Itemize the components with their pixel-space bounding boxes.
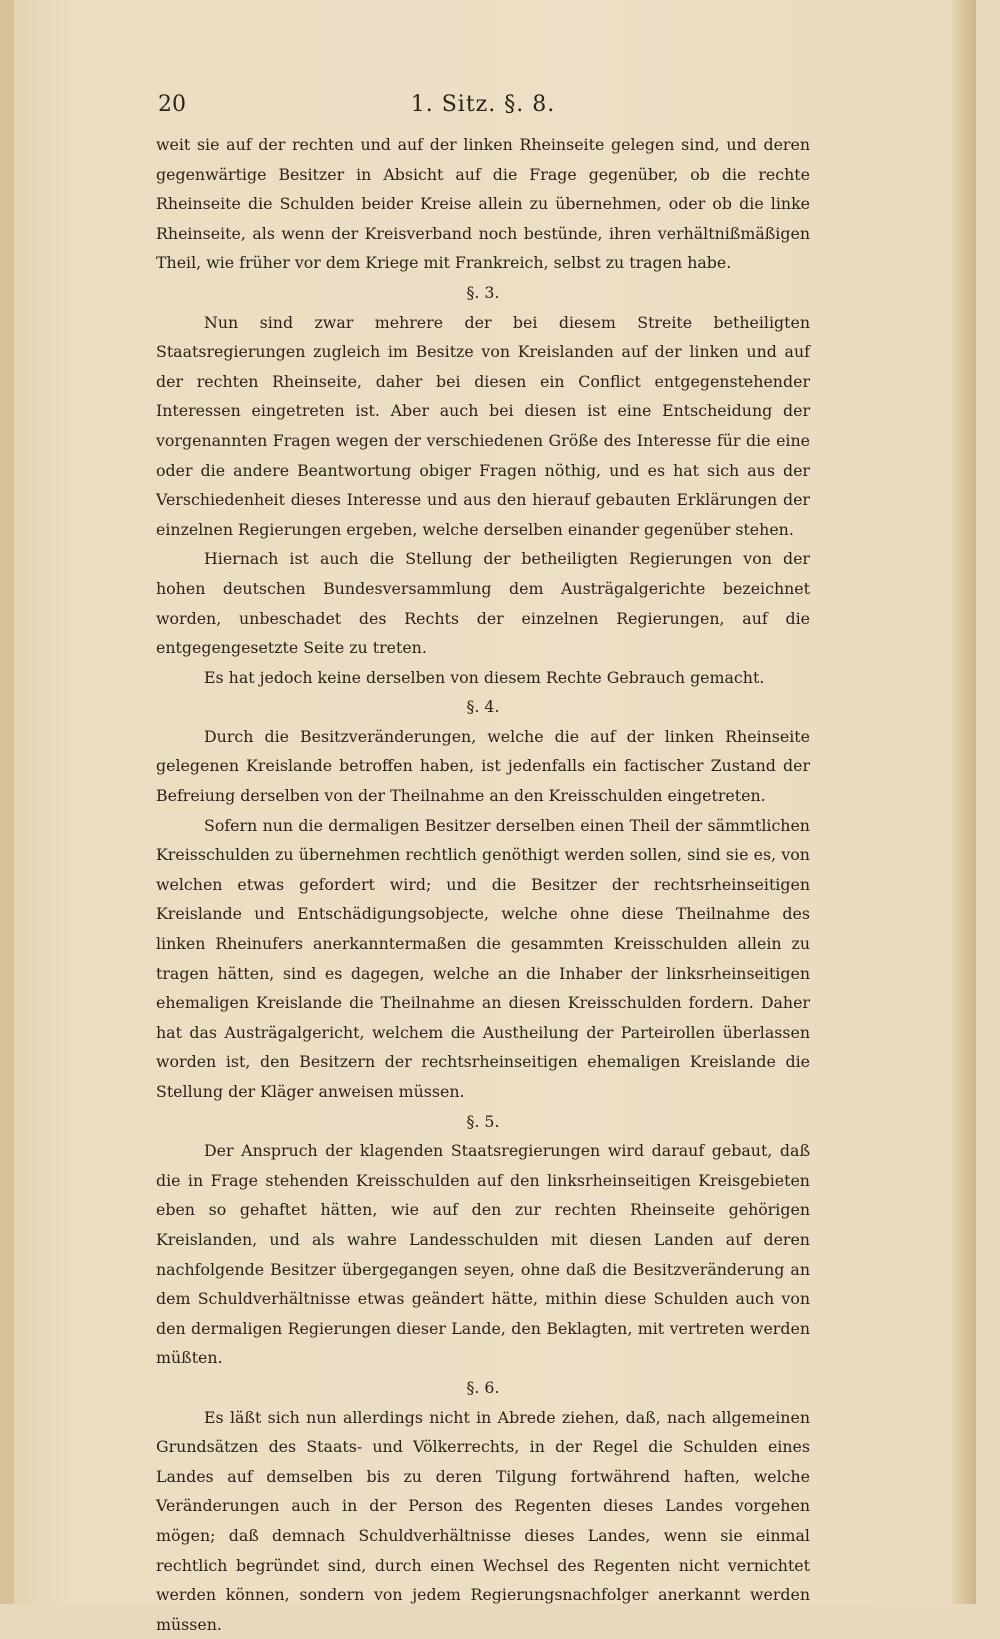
paragraph: Nun sind zwar mehrere der bei diesem Streite betheiligten Staatsregierungen zugleich im Besitze von Kreislanden auf der linken und auf der rechten Rheinseite, daher bei diesen ein Conflict entgegenstehender Interessen eingetreten ist. Aber auch bei diesen ist eine Entscheidung der vorgenannten Fragen wegen der verschiedenen Größe des Interesse für die eine oder die andere Beantwortung obiger Fragen nöthig, und es hat sich aus der Verschiedenheit dieses Interesse und aus den hierauf gebauten Erklärungen der einzelnen Regierungen ergeben, welche derselben einander gegenüber stehen. — [156, 312, 810, 539]
paragraph: Der Anspruch der klagenden Staatsregierungen wird darauf gebaut, daß die in Frage stehenden Kreisschulden auf den linksrheinseitigen Kreisgebieten eben so gehaftet hätten, wie auf den zur rechten Rheinseite gehörigen Kreislanden, und als wahre Landesschulden mit diesen Landen auf deren nachfolgende Besitzer übergegangen seyen, ohne daß die Besitzveränderung an dem Schuldverhältnisse etwas geändert hätte, mithin diese Schulden auch von den dermaligen Regierungen dieser Lande, den Beklagten, mit vertreten werden müßten. — [156, 1141, 810, 1368]
page-left-edge — [0, 0, 14, 1604]
body-text — [156, 130, 810, 1639]
page-number: 20 — [158, 92, 186, 117]
section-heading: §. 5. — [466, 1111, 500, 1131]
section-heading: §. 3. — [466, 282, 500, 302]
paragraph: weit sie auf der rechten und auf der linken Rheinseite gelegen sind, und deren gegenwärtige Besitzer in Absicht auf die Frage gegenüber, ob die rechte Rheinseite die Schulden beider Kreise allein zu übernehmen, oder ob die linke Rheinseite, als wenn der Kreisverband noch bestünde, ihren verhältnißmäßigen Theil, wie früher vor dem Kriege mit Frankreich, selbst zu tragen habe. — [156, 135, 810, 273]
running-head: 1. Sitz. §. 8. — [410, 92, 556, 117]
page-right-edge — [952, 0, 976, 1604]
paragraph: Sofern nun die dermaligen Besitzer derselben einen Theil der sämmtlichen Kreisschulden zu übernehmen rechtlich genöthigt werden sollen, sind sie es, von welchen etwas gefordert wird; und die Besitzer der rechtsrheinseitigen Kreislande und Entschädigungsobjecte, welche ohne diese Theilnahme des linken Rheinufers anerkanntermaßen die gesammten Kreisschulden allein zu tragen hätten, sind es dagegen, welche an die Inhaber der linksrheinseitigen ehemaligen Kreislande die Theilnahme an diesen Kreisschulden fordern. Daher hat das Austrägalgericht, welchem die Austheilung der Parteirollen überlassen worden ist, den Besitzern der rechtsrheinseitigen ehemaligen Kreislande die Stellung der Kläger anweisen müssen. — [156, 815, 810, 1101]
page-header — [158, 92, 808, 132]
section-heading: §. 6. — [466, 1377, 500, 1397]
paragraph: Durch die Besitzveränderungen, welche die auf der linken Rheinseite gelegenen Kreislande betroffen haben, ist jedenfalls ein factischer Zustand der Befreiung derselben von der Theilnahme an den Kreisschulden eingetreten. — [156, 726, 810, 806]
paragraph: Hiernach ist auch die Stellung der betheiligten Regierungen von der hohen deutschen Bundesversammlung dem Austrägalgerichte bezeichnet worden, unbeschadet des Rechts der einzelnen Regierungen, auf die entgegengesetzte Seite zu treten. — [156, 549, 810, 658]
section-heading: §. 4. — [466, 697, 500, 717]
paragraph: Es hat jedoch keine derselben von diesem Rechte Gebrauch gemacht. — [204, 667, 765, 687]
paragraph: Es läßt sich nun allerdings nicht in Abrede ziehen, daß, nach allgemeinen Grundsätzen des Staats- und Völkerrechts, in der Regel die Schulden eines Landes auf demselben bis zu deren Tilgung fortwährend haften, welche Veränderungen auch in der Person des Regenten dieses Landes vorgehen mögen; daß demnach Schuldverhältnisse dieses Landes, wenn sie einmal rechtlich begründet sind, durch einen Wechsel des Regenten nicht vernichtet werden können, sondern von jedem Regierungsnachfolger anerkannt werden müssen. — [156, 1407, 810, 1634]
